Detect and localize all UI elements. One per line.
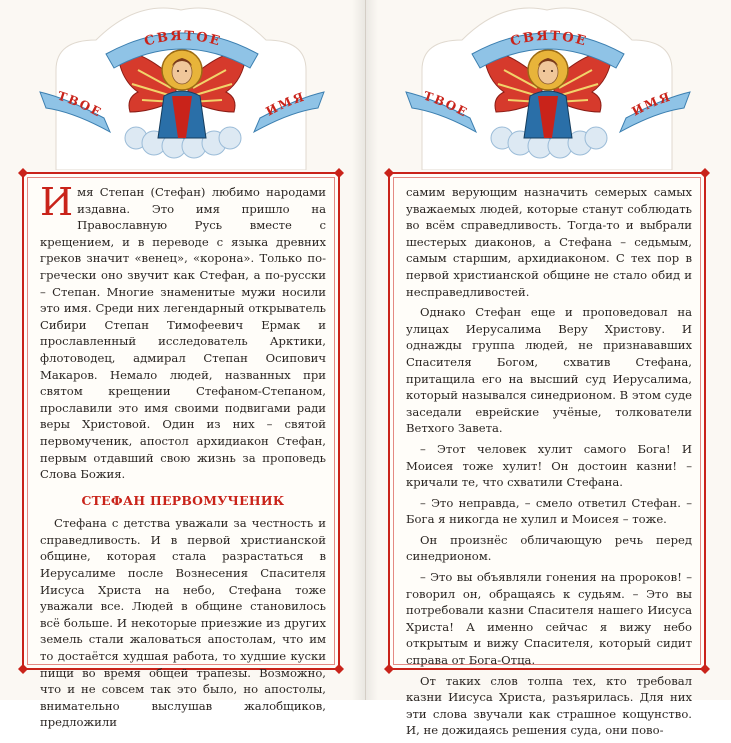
left-page-text (40, 180, 326, 735)
banner-right-text: ИМЯ (629, 89, 674, 119)
section-paragraph: Стефана с детства уважали за честность и справедливость. И в первой христианской общине, которая стала разрастаться в Иерусалиме после Вознесения Спасителя Иисуса Христа на небо, Стефана тоже уважали все. Людей в общине становилось всё больше. И некоторые приезжие из других земель стали жаловаться апостолам, что им то достаётся худшая работа, то худшие куски пищи во время общей трапезы. Возможно, что и не совсем так это было, но апостолы, внимательно выслушав жалобщиков, предложили (40, 516, 326, 730)
paragraph: самим верующим назначить семерых самых уважаемых людей, которые станут соблюдать во всём справедливость. Тогда-то и выбрали шестерых диаконов, а Стефана – седьмым, самым старшим, архидиаконом. С тех пор в первой христианской общине не стало обид и несправедливостей. (406, 185, 692, 299)
corner-ornament-icon (384, 168, 394, 178)
text-frame (388, 172, 706, 738)
paragraph: От таких слов толпа тех, кто требовал казни Иисуса Христа, разъярилась. Для них эти слова звучали как страшное кощунство. И, не дожидаясь решения суда, они пово- (406, 673, 692, 738)
banner-center-text: СВЯТОЕ (508, 28, 590, 50)
intro-text: мя Степан (Стефан) любимо народами издавна. Это имя пришло на Православную Русь вместе с крещением, и в переводе с языка древних греков значит «венец», «корона». Только по-гречески оно звучит как Стефан, а по-русски – Степан. Многие знаменитые мужи носили это имя. Среди них легендарный открыватель Сибири Степан Тимофеевич Ермак и прославленный исследователь Арктики, флотоводец, адмирал Степан Осипович Макаров. Немало людей, названных при святом крещении Стефаном-Степаном, прославили это имя своими подвигами ради веры Христовой. Один из них – святой первомученик, апостол архидиакон Стефан, первым отдавший свою жизнь за проповедь Слова Божия. (40, 185, 326, 482)
left-page (0, 0, 365, 730)
corner-ornament-icon (334, 664, 344, 674)
drop-cap: И (40, 180, 74, 224)
banner-left-text: ТВОЕ (421, 88, 471, 121)
right-page-text (406, 184, 692, 743)
section-heading: СТЕФАН ПЕРВОМУЧЕНИК (81, 492, 285, 508)
intro-paragraph (40, 180, 326, 483)
text-frame (22, 172, 340, 730)
corner-ornament-icon (18, 664, 28, 674)
corner-ornament-icon (700, 664, 710, 674)
paragraph: – Этот человек хулит самого Бога! И Моисея тоже хулит! Он достоин казни! – кричали те, что схватили Стефана. (406, 441, 692, 490)
paragraph: Он произнёс обличающую речь перед синедрионом. (406, 532, 692, 564)
corner-ornament-icon (334, 168, 344, 178)
corner-ornament-icon (384, 664, 394, 674)
corner-ornament-icon (18, 168, 28, 178)
paragraph: Однако Стефан еще и проповедовал на улицах Иерусалима Веру Христову. И однажды группа людей, не признававших Спасителя Богом, схватив Стефана, притащила его на высший суд Иерусалима, который назывался синедрионом. В этом суде заседали еврейские учёные, толкователи Ветхого Завета. (406, 305, 692, 436)
paragraph: – Это неправда, – смело ответил Стефан. – Бога я никогда не хулил и Моисея – тоже. (406, 495, 692, 527)
paragraph: – Это вы объявляли гонения на пророков! – говорил он, обращаясь к судьям. – Это вы потребовали казни Спасителя нашего Иисуса Христа! А именно сейчас я вижу небо открытым и вижу Спасителя, который сидит справа от Бога-Отца. (406, 570, 692, 668)
angel-emblem (392, 0, 702, 170)
banner-right-text: ИМЯ (263, 89, 308, 119)
corner-ornament-icon (700, 168, 710, 178)
right-page (365, 0, 731, 738)
banner-left-text: ТВОЕ (55, 88, 105, 121)
banner-center-text: СВЯТОЕ (142, 28, 224, 50)
angel-emblem (26, 0, 336, 170)
